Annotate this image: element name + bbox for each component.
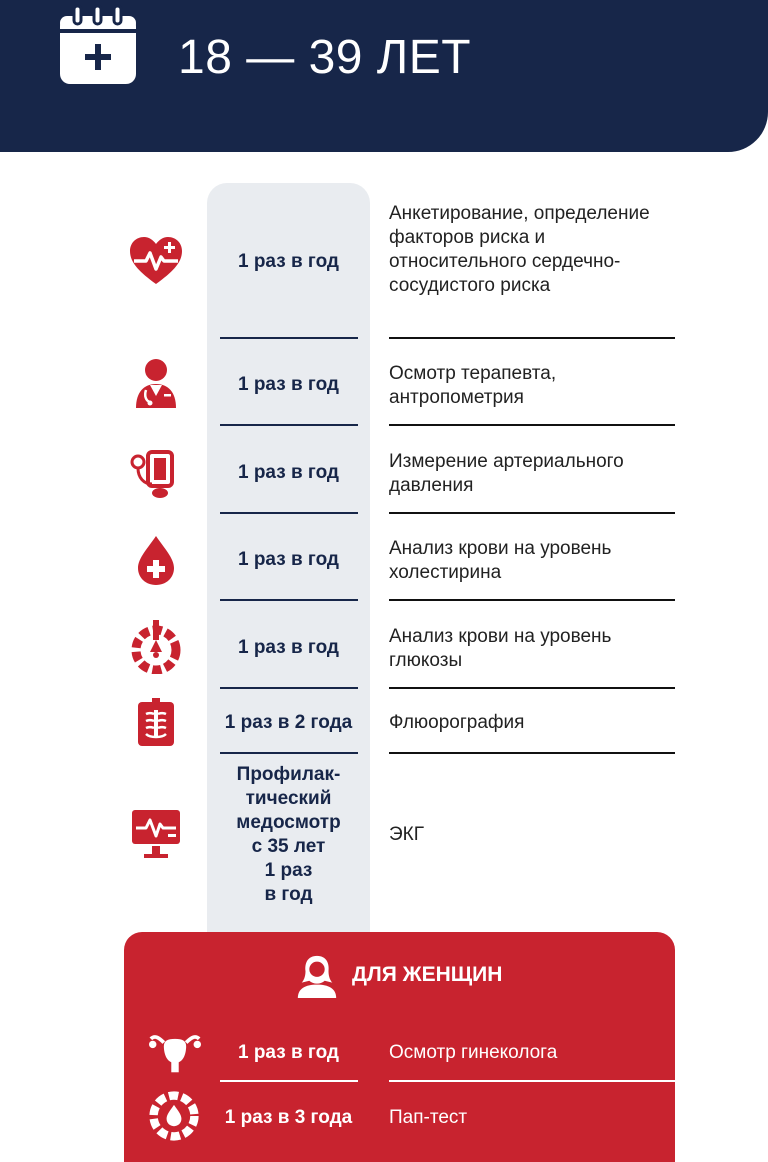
divider bbox=[389, 687, 675, 689]
frequency-line: тический bbox=[245, 788, 332, 809]
procedure-label: Анализ крови на уровень глюкозы bbox=[389, 626, 612, 671]
divider bbox=[220, 424, 358, 426]
frequency-line: Профилак- bbox=[236, 764, 341, 785]
page-title: 18 — 39 ЛЕТ bbox=[178, 31, 472, 84]
procedure-label: Измерение артериального давления bbox=[389, 451, 624, 496]
divider bbox=[220, 752, 358, 754]
divider bbox=[389, 752, 675, 754]
heart-pulse-icon bbox=[128, 234, 184, 290]
procedure-label: Флюорография bbox=[389, 712, 525, 733]
frequency-line: в год bbox=[264, 884, 313, 905]
blood-pressure-icon bbox=[128, 444, 184, 500]
blood-drop-icon bbox=[128, 532, 184, 588]
divider bbox=[220, 1080, 358, 1082]
frequency-label: 1 раз в год bbox=[237, 251, 339, 272]
frequency-label: 1 раз в 3 года bbox=[224, 1107, 353, 1128]
frequency-label: 1 раз в год bbox=[237, 637, 339, 658]
divider bbox=[389, 512, 675, 514]
frequency-label: 1 раз в год bbox=[237, 374, 339, 395]
frequency-label: 1 раз в 2 года bbox=[224, 712, 353, 733]
doctor-icon bbox=[128, 356, 184, 412]
procedure-label: Анкетирование, определение факторов риска и относительного сердечно-сосудистого риска bbox=[389, 203, 650, 296]
divider bbox=[389, 599, 675, 601]
procedure-label: Осмотр терапевта, антропометрия bbox=[389, 363, 557, 408]
divider bbox=[220, 599, 358, 601]
age-group-header bbox=[0, 0, 768, 152]
frequency-label bbox=[207, 763, 370, 907]
frequency-line: с 35 лет bbox=[251, 836, 326, 857]
xray-icon bbox=[128, 696, 184, 752]
procedure-label: Осмотр гинеколога bbox=[389, 1042, 558, 1063]
divider bbox=[389, 1080, 675, 1082]
women-section-title: ДЛЯ ЖЕНЩИН bbox=[352, 963, 503, 986]
procedure-label: Анализ крови на уровень холестирина bbox=[389, 538, 612, 583]
woman-icon bbox=[294, 950, 340, 1000]
frequency-label: 1 раз в год bbox=[237, 549, 339, 570]
procedure-label: ЭКГ bbox=[389, 824, 425, 845]
frequency-line: медосмотр bbox=[236, 812, 341, 833]
calendar-plus-icon bbox=[58, 4, 138, 86]
divider bbox=[220, 337, 358, 339]
glucose-test-icon bbox=[128, 618, 184, 674]
ecg-monitor-icon bbox=[128, 806, 184, 862]
frequency-label: 1 раз в год bbox=[237, 1042, 339, 1063]
uterus-icon bbox=[146, 1024, 204, 1076]
divider bbox=[389, 424, 675, 426]
frequency-label: 1 раз в год bbox=[237, 462, 339, 483]
divider bbox=[220, 512, 358, 514]
divider bbox=[220, 687, 358, 689]
divider bbox=[389, 337, 675, 339]
procedure-label: Пап-тест bbox=[389, 1107, 468, 1128]
pap-test-icon bbox=[148, 1090, 200, 1142]
frequency-line: 1 раз bbox=[264, 860, 313, 881]
